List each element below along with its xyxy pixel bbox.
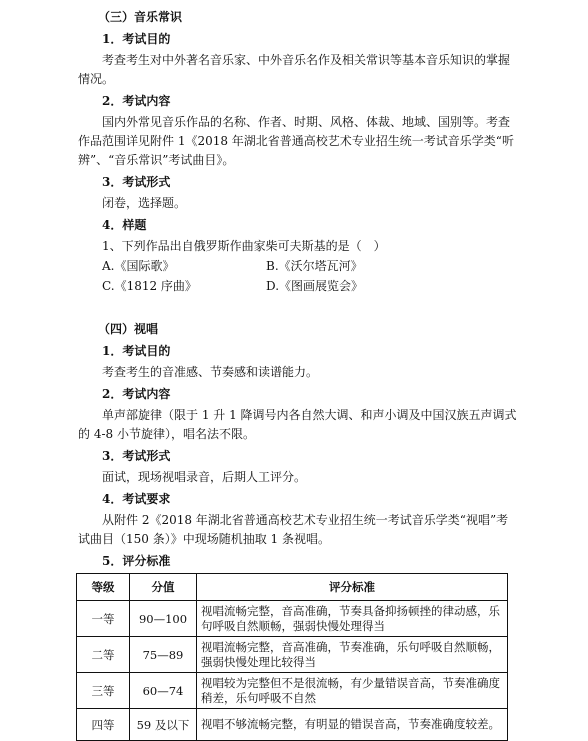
s4-heading-content: 2．考试内容 xyxy=(102,387,171,401)
option-c: C.《1812 序曲》 xyxy=(102,279,197,293)
criteria-line: 视唱较为完整但不是很流畅，有少量错误音高，节奏准确度 xyxy=(201,675,500,690)
criteria-line: 视唱流畅完整，音高准确，节奏具备抑扬顿挫的律动感，乐 xyxy=(201,603,500,618)
s4-content-text-1: 单声部旋律（限于 1 升 1 降调号内各自然大调、和声小调及中国汉族五声调式 xyxy=(102,408,517,422)
s3-format-text: 闭卷，选择题。 xyxy=(102,196,187,210)
s3-purpose-text-1: 考查考生对中外著名音乐家、中外音乐名作及相关常识等基本音乐知识的掌握 xyxy=(102,53,511,67)
s4-format-text: 面试，现场视唱录音，后期人工评分。 xyxy=(102,470,307,484)
option-d: D.《图画展览会》 xyxy=(266,279,364,293)
table-row xyxy=(77,709,508,741)
s4-heading-format: 3．考试形式 xyxy=(102,449,171,463)
criteria-line: 视唱流畅完整，音高准确，节奏准确，乐句呼吸自然顺畅， xyxy=(201,639,500,654)
s3-content-text-3: 辨”、“音乐常识”考试曲目》。 xyxy=(78,153,235,167)
criteria-line: 稍差，乐句呼吸不自然 xyxy=(201,690,316,705)
score-cell: 75—89 xyxy=(130,637,197,673)
scoring-table xyxy=(76,573,508,741)
s3-heading-content: 2．考试内容 xyxy=(102,94,171,108)
header-grade: 等级 xyxy=(77,574,130,601)
grade-cell: 四等 xyxy=(77,709,130,741)
table-header-row xyxy=(77,574,508,601)
s4-purpose-text: 考查考生的音准感、节奏感和读谱能力。 xyxy=(102,365,319,379)
criteria-line: 强弱快慢处理比较得当 xyxy=(201,654,316,669)
header-score: 分值 xyxy=(130,574,197,601)
s4-heading-scoring: 5．评分标准 xyxy=(102,554,171,568)
criteria-line: 视唱不够流畅完整，有明显的错误音高，节奏准确度较差。 xyxy=(201,717,500,731)
criteria-cell xyxy=(197,637,508,673)
table-row xyxy=(77,673,508,709)
s4-requirement-text-1: 从附件 2《2018 年湖北省普通高校艺术专业招生统一考试音乐学类“视唱”考 xyxy=(102,513,509,527)
header-criteria: 评分标准 xyxy=(197,574,508,601)
s4-requirement-text-2: 试曲目（150 条）》中现场随机抽取 1 条视唱。 xyxy=(78,532,330,546)
criteria-cell xyxy=(197,601,508,637)
grade-cell: 三等 xyxy=(77,673,130,709)
score-cell: 60—74 xyxy=(130,673,197,709)
table-row xyxy=(77,601,508,637)
criteria-line: 句呼吸自然顺畅，强弱快慢处理得当 xyxy=(201,618,385,633)
option-b: B.《沃尔塔瓦河》 xyxy=(266,259,363,273)
s3-purpose-text-2: 情况。 xyxy=(78,72,115,86)
s3-content-text-2: 作品范围详见附件 1《2018 年湖北省普通高校艺术专业招生统一考试音乐学类“听 xyxy=(78,134,514,148)
s3-heading-sample: 4．样题 xyxy=(102,218,147,232)
criteria-cell xyxy=(197,673,508,709)
score-cell: 90—100 xyxy=(130,601,197,637)
s3-heading-format: 3．考试形式 xyxy=(102,175,171,189)
section-four-title: （四）视唱 xyxy=(98,322,159,336)
s4-content-text-2: 的 4-8 小节旋律），唱名法不限。 xyxy=(78,427,255,441)
criteria-cell xyxy=(197,709,508,741)
section-three-title: （三）音乐常识 xyxy=(98,10,183,24)
grade-cell: 一等 xyxy=(77,601,130,637)
option-a: A.《国际歌》 xyxy=(102,259,175,273)
s3-heading-purpose: 1．考试目的 xyxy=(102,32,171,46)
s4-heading-requirement: 4．考试要求 xyxy=(102,492,171,506)
score-cell: 59 及以下 xyxy=(130,709,197,741)
grade-cell: 二等 xyxy=(77,637,130,673)
sample-question: 1、下列作品出自俄罗斯作曲家柴可夫斯基的是（ ） xyxy=(102,239,386,253)
table-row xyxy=(77,637,508,673)
s4-heading-purpose: 1．考试目的 xyxy=(102,344,171,358)
s3-content-text-1: 国内外常见音乐作品的名称、作者、时期、风格、体裁、地域、国别等。考查 xyxy=(102,115,511,129)
